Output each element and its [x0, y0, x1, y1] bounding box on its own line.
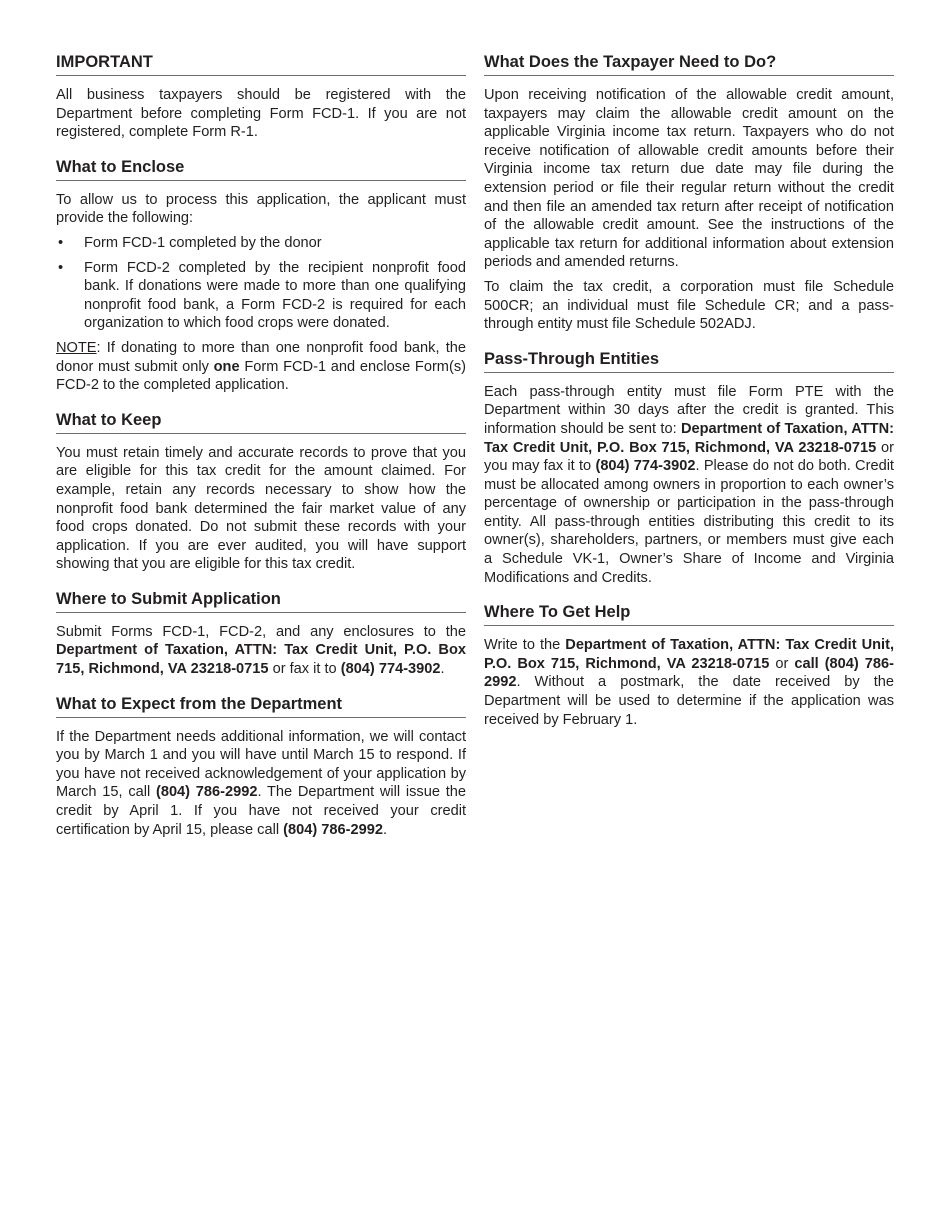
expect-phone-1: (804) 786-2992: [155, 784, 258, 801]
pass-through-fax-number: (804) 774-3902: [595, 458, 696, 475]
submit-text-b: or fax it to: [268, 661, 341, 678]
list-item-text: Form FCD-1 completed by the donor: [84, 234, 322, 251]
expect-text-a: If the Department needs additional information, we will contact you by March 1 and you will have until March 15 to respond. If you have not received acknowledgement of your application by March 15, call: [56, 728, 466, 801]
submit-text-a: Submit Forms FCD-1, FCD-2, and any enclosures to the: [56, 623, 466, 640]
bullet-icon: •: [58, 234, 64, 251]
heading-taxpayer-need: What Does the Taxpayer Need to Do?: [484, 52, 894, 76]
left-column: [56, 52, 466, 854]
note-text-b: Form FCD-1 and enclose Form(s) FCD-2 to the completed application.: [56, 358, 466, 394]
heading-pass-through: Pass-Through Entities: [484, 349, 894, 373]
section-what-to-expect: [56, 694, 466, 840]
heading-what-to-keep: What to Keep: [56, 410, 466, 434]
help-text-c: . Without a postmark, the date received by the Department will be used to determine if the application was received by February 1.: [484, 674, 894, 728]
pass-through-text-a: Each pass-through entity must file Form PTE with the Department within 30 days after the credit is granted. This information should be sent to:: [484, 383, 894, 437]
help-text: [484, 636, 894, 729]
pass-through-text-c: . Please do not do both. Credit must be allocated among owners in proportion to each owner’s percentage of ownership or participation in the pass-through entity. All pass-through entities distributing this credit to its owner(s), shareholders, partners, or members must give each a Schedule VK-1, Owner’s Share of Income and Virginia Modifications and Credits.: [484, 458, 894, 586]
section-where-to-submit: [56, 589, 466, 679]
important-text: All business taxpayers should be registered with the Department before completing Form FCD-1. If you are not registered, complete Form R-1.: [56, 87, 466, 141]
submit-text: [56, 623, 466, 679]
submit-fax-number: (804) 774-3902: [340, 661, 441, 678]
submit-text-c: .: [440, 661, 445, 678]
pass-through-text: [484, 383, 894, 588]
keep-text: You must retain timely and accurate records to prove that you are eligible for this tax credit for the amount claimed. For example, retain any records necessary to show how the nonprofit food bank determined the fair market value of any food crops donated. Do not submit these records with your application. If you are ever audited, you will have support showing that you are eligible for this tax credit.: [56, 444, 466, 573]
bullet-icon: •: [58, 259, 64, 276]
enclose-intro: To allow us to process this application, the applicant must provide the following:: [56, 191, 466, 227]
list-item: [56, 259, 466, 333]
expect-phone-2: (804) 786-2992: [283, 821, 383, 838]
section-pass-through: [484, 349, 894, 588]
heading-where-to-get-help: Where To Get Help: [484, 602, 894, 626]
help-phone: call (804) 786-2992: [484, 655, 894, 691]
help-text-b: or: [769, 655, 795, 672]
section-important: [56, 52, 466, 142]
section-what-to-enclose: [56, 157, 466, 395]
section-taxpayer-need: [484, 52, 894, 334]
right-column: [484, 52, 894, 744]
expect-text-b: . The Department will issue the credit by April 1. If you have not received your credit certification by April 15, please call: [56, 784, 466, 838]
expect-text-c: .: [382, 821, 388, 838]
enclose-list: [56, 234, 466, 333]
pass-through-text-b: or you may fax it to: [484, 439, 895, 475]
note-label: NOTE: [56, 339, 97, 356]
help-address: Department of Taxation, ATTN: Tax Credit Unit, P.O. Box 715, Richmond, VA 23218-0715: [484, 637, 894, 672]
taxpayer-text-2: To claim the tax credit, a corporation must file Schedule 500CR; an individual must file Schedule CR; and a pass-through entity must file Schedule 502ADJ.: [484, 278, 894, 333]
heading-where-to-submit: Where to Submit Application: [56, 589, 466, 613]
submit-address: Department of Taxation, ATTN: Tax Credit Unit, P.O. Box 715, Richmond, VA 23218-0715: [56, 642, 466, 678]
pass-through-address: Department of Taxation, ATTN: Tax Credit Unit, P.O. Box 715, Richmond, VA 23218-0715: [484, 420, 894, 456]
heading-important: IMPORTANT: [56, 52, 466, 76]
section-what-to-keep: [56, 410, 466, 574]
help-text-a: Write to the: [484, 637, 566, 654]
heading-what-to-expect: What to Expect from the Department: [56, 694, 466, 718]
note-text-a: : If donating to more than one nonprofit food bank, the donor must submit only: [56, 339, 466, 375]
heading-what-to-enclose: What to Enclose: [56, 157, 466, 181]
note-bold: one: [213, 358, 240, 375]
enclose-note: [56, 339, 466, 395]
list-item-text: Form FCD-2 completed by the recipient nonprofit food bank. If donations were made to more than one qualifying nonprofit food bank, a Form FCD-2 is required for each organization to which food crops were donated.: [84, 259, 466, 332]
list-item: [56, 234, 466, 253]
taxpayer-text-1: Upon receiving notification of the allowable credit amount, taxpayers may claim the allowable credit amount on the applicable Virginia income tax return. Taxpayers who do not receive notification of allowable credit amounts before their Virginia income tax return due date may file during the extension period or file their regular return without the credit and then file an amended tax return after receipt of notification of the allowable credit amount. See the instructions of the applicable tax return for additional information about extension periods and amended returns.: [484, 87, 894, 271]
expect-text: [56, 728, 466, 840]
section-where-to-get-help: [484, 602, 894, 729]
